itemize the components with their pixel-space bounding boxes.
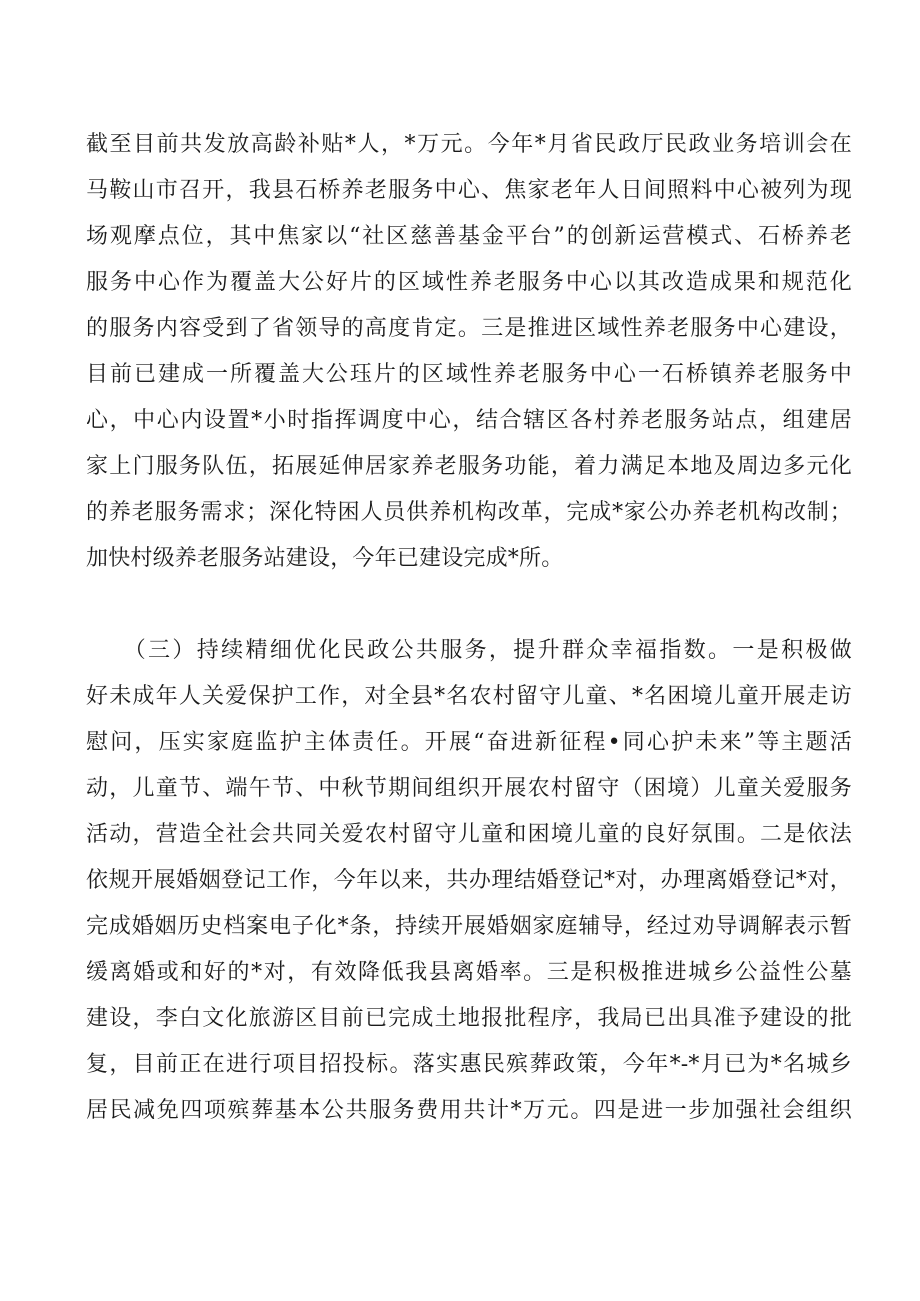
paragraph-2-line: 动，儿童节、端午节、中秋节期间组织开展农村留守（困境）儿童关爱服务 — [86, 776, 852, 801]
paragraph-1-line: 心，中心内设置*小时指挥调度中心，结合辖区各村养老服务站点，组建居 — [86, 408, 852, 433]
paragraph-2-line: 复，目前正在进行项目招投标。落实惠民殡葬政策，今年*-*月已为*名城乡 — [86, 1052, 852, 1077]
paragraph-1-line: 马鞍山市召开，我县石桥养老服务中心、焦家老年人日间照料中心被列为现 — [86, 178, 852, 203]
paragraph-2 — [86, 628, 852, 1134]
paragraph-2-line: 好未成年人关爱保护工作，对全县*名农村留守儿童、*名困境儿童开展走访 — [86, 684, 852, 709]
paragraph-1-line: 场观摩点位，其中焦家以“社区慈善基金平台”的创新运营模式、石桥养老 — [86, 224, 852, 249]
paragraph-1-line: 的养老服务需求；深化特困人员供养机构改革，完成*家公办养老机构改制； — [86, 500, 852, 525]
paragraph-1-line: 的服务内容受到了省领导的高度肯定。三是推进区域性养老服务中心建设， — [86, 316, 852, 341]
paragraph-1-line: 目前已建成一所覆盖大公珏片的区域性养老服务中心一石桥镇养老服务中 — [86, 362, 852, 387]
paragraph-1-line: 截至目前共发放高龄补贴*人，*万元。今年*月省民政厅民政业务培训会在 — [86, 132, 852, 157]
paragraph-1-line: 服务中心作为覆盖大公好片的区域性养老服务中心以其改造成果和规范化 — [86, 270, 852, 295]
paragraph-1 — [86, 122, 852, 582]
paragraph-2-line: 依规开展婚姻登记工作，今年以来，共办理结婚登记*对，办理离婚登记*对， — [86, 868, 852, 893]
paragraph-2-line: 完成婚姻历史档案电子化*条，持续开展婚姻家庭辅导，经过劝导调解表示暂 — [86, 914, 852, 939]
paragraph-1-line: 家上门服务队伍，拓展延伸居家养老服务功能，着力满足本地及周边多元化 — [86, 454, 852, 479]
paragraph-2-line: （三）持续精细优化民政公共服务，提升群众幸福指数。一是积极做 — [86, 638, 852, 663]
paragraph-2-line: 缓离婚或和好的*对，有效降低我县离婚率。三是积极推进城乡公益性公墓 — [86, 960, 852, 985]
paragraph-2-line: 慰问，压实家庭监护主体责任。开展“奋进新征程•同心护未来”等主题活 — [86, 730, 852, 755]
paragraph-1-line: 加快村级养老服务站建设，今年已建设完成*所。 — [86, 546, 564, 571]
paragraph-2-line: 活动，营造全社会共同关爱农村留守儿童和困境儿童的良好氛围。二是依法 — [86, 822, 852, 847]
paragraph-2-line: 居民减免四项殡葬基本公共服务费用共计*万元。四是进一步加强社会组织 — [86, 1098, 852, 1123]
paragraph-2-line: 建设，李白文化旅游区目前已完成土地报批程序，我局已出具准予建设的批 — [86, 1006, 852, 1031]
